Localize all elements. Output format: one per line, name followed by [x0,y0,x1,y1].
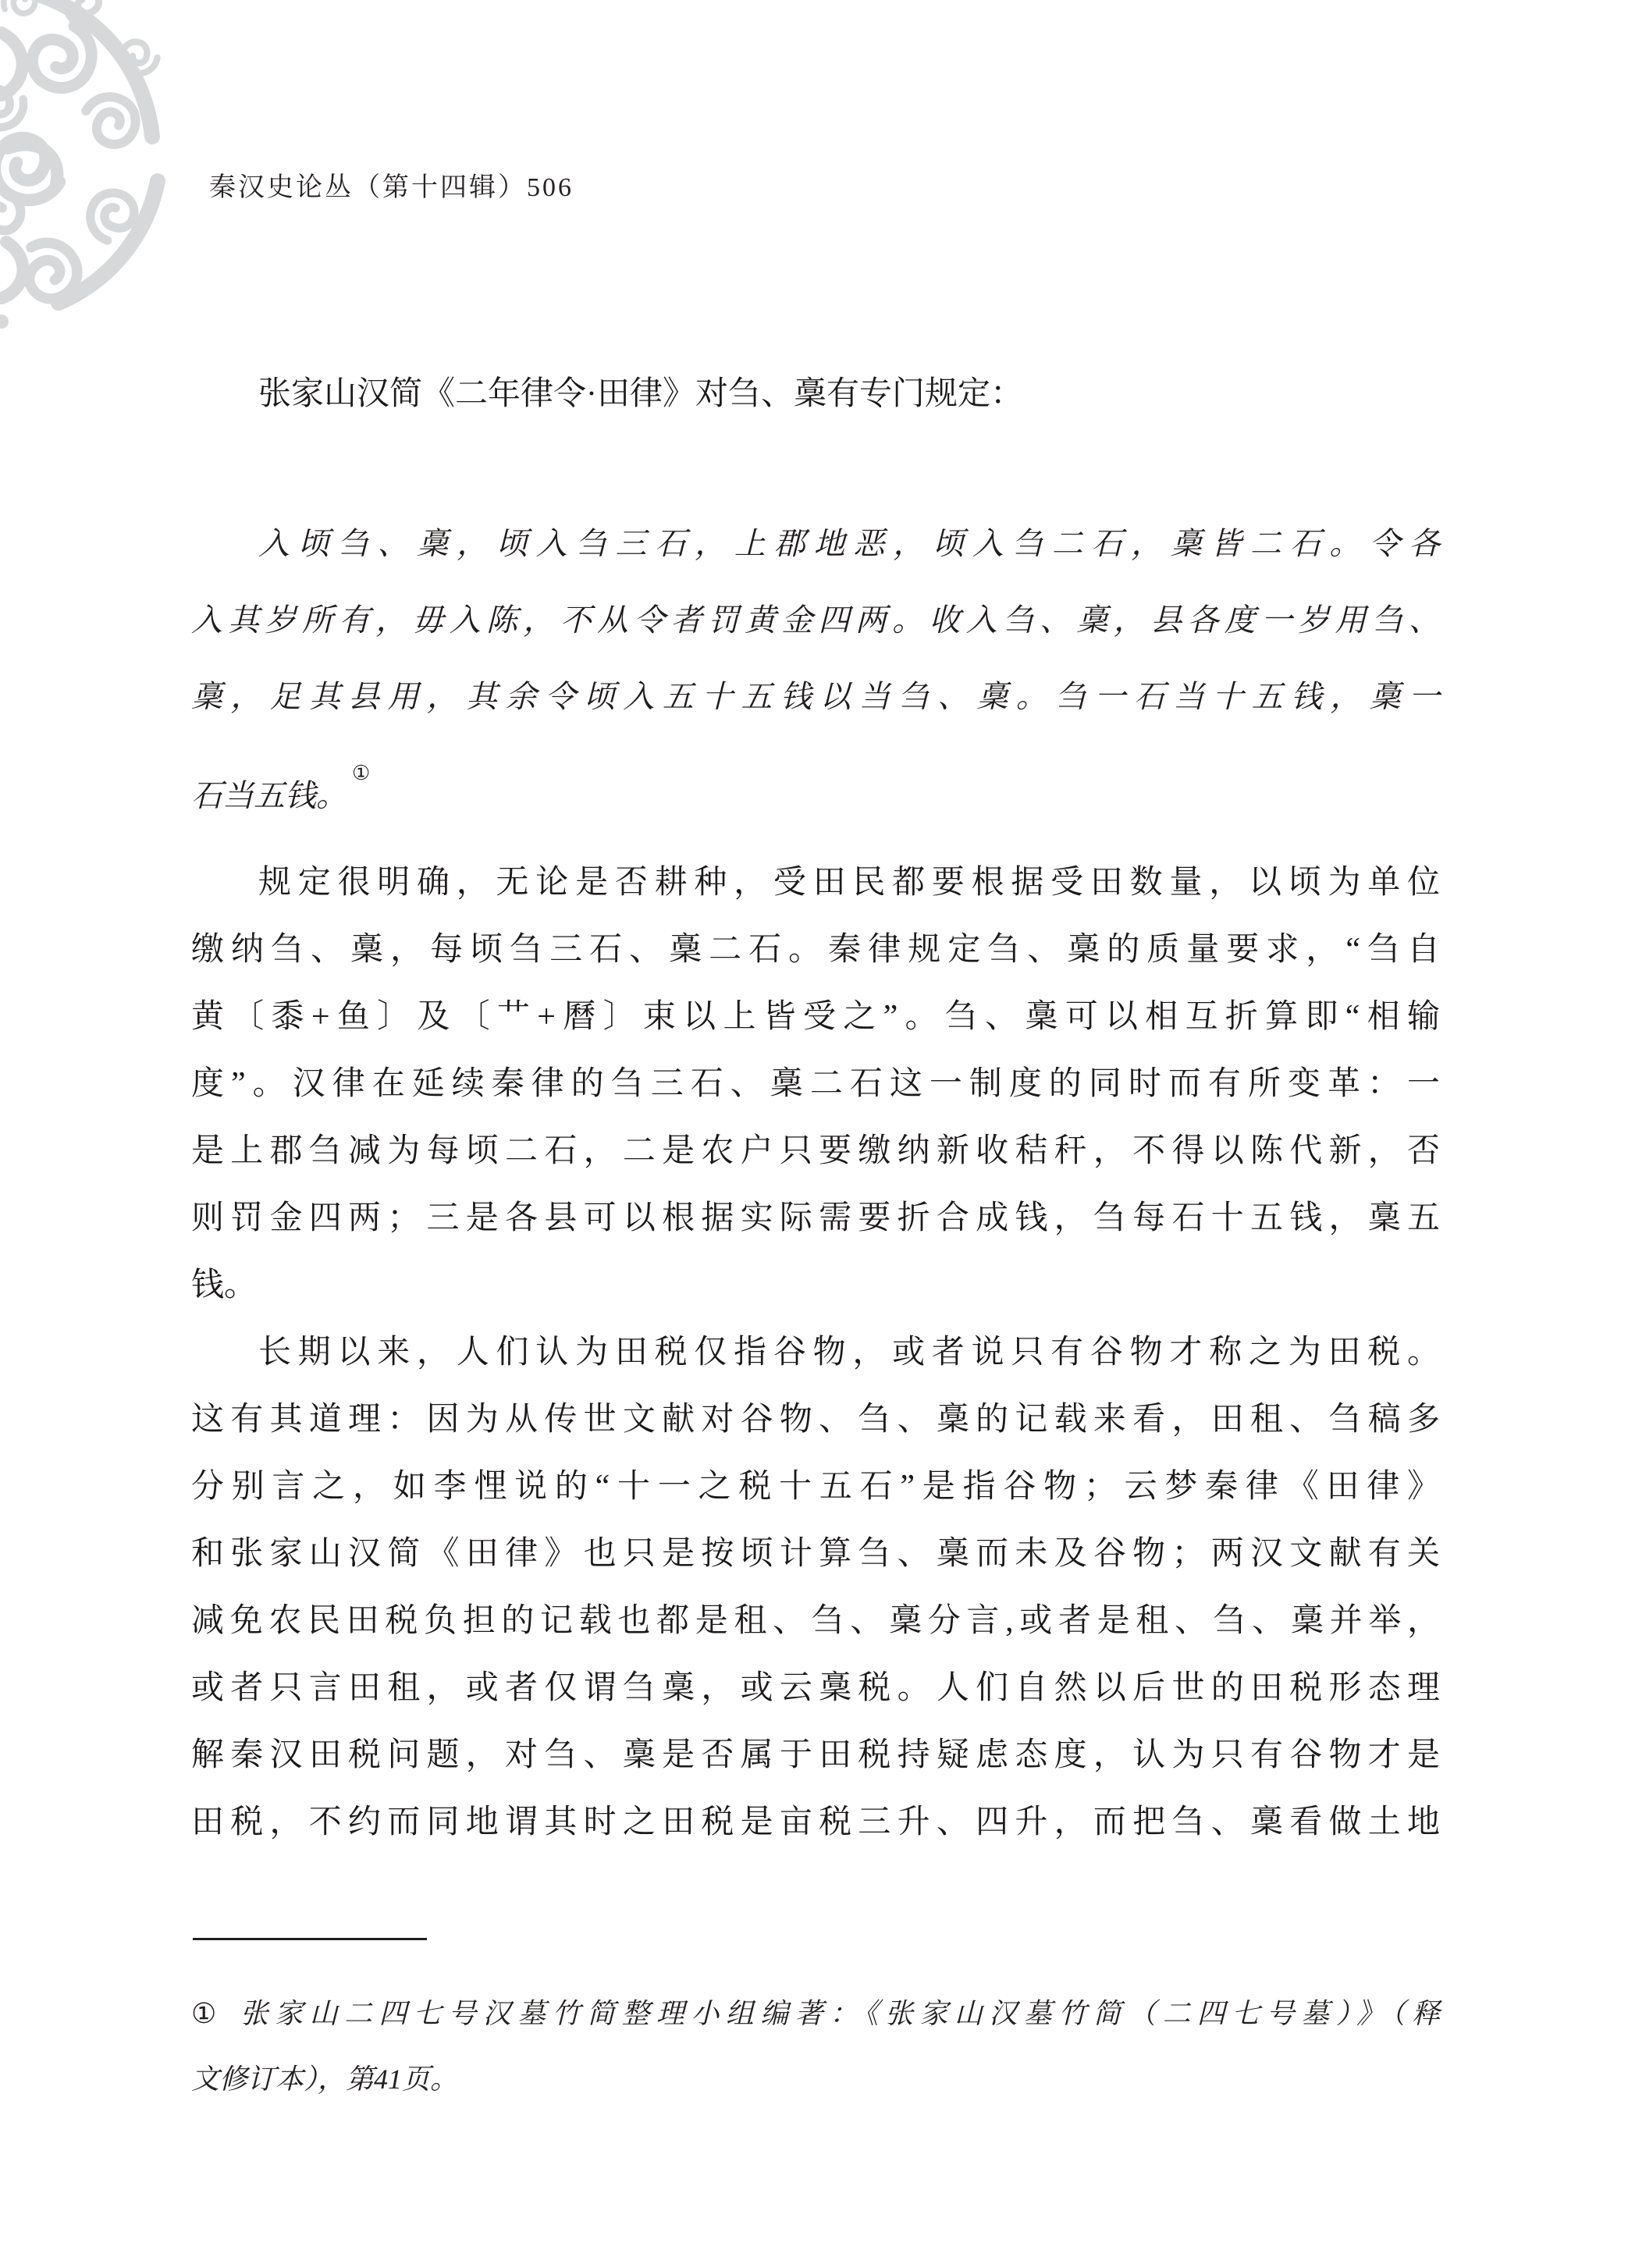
intro-paragraph: 张家山汉简《二年律令·田律》对刍、稾有专门规定： [258,376,1023,412]
footnote-area [191,1938,1440,2112]
quote-line: 石当五钱。① [191,762,371,813]
paragraph-3-line: 或者只言田租，或者仅谓刍稾，或云稾税。人们自然以后世的田税形态理 [191,1670,1440,1706]
paragraph-2-line: 是上郡刍减为每顷二石，二是农户只要缴纳新收秸秆，不得以陈代新，否 [191,1133,1440,1169]
paragraph-3-line: 和张家山汉简《田律》也只是按顷计算刍、稾而未及谷物；两汉文献有关 [191,1536,1440,1572]
paragraph-2-line: 度”。汉律在延续秦律的刍三石、稾二石这一制度的同时而有所变革：一 [191,1066,1440,1102]
paragraph-3-line: 这有其道理：因为从传世文献对谷物、刍、稾的记载来看，田租、刍稿多 [191,1402,1440,1438]
paragraph-3-line: 解秦汉田税问题，对刍、稾是否属于田税持疑虑态度，认为只有谷物才是 [191,1737,1440,1773]
quote-line: 入顷刍、稾，顷入刍三石，上郡地恶，顷入刍二石，稾皆二石。令各 [258,526,1440,561]
quote-line: 入其岁所有，毋入陈，不从令者罚黄金四两。收入刍、稾，县各度一岁用刍、 [191,603,1440,638]
block-quote [191,506,1440,834]
paragraph-2-line: 缴纳刍、稾，每顷刍三石、稾二石。秦律规定刍、稾的质量要求，“刍自 [191,932,1440,968]
footnote-divider [193,1938,427,1940]
paragraph-2-line: 则罚金四两；三是各县可以根据实际需要折合成钱，刍每石十五钱，稾五 [191,1200,1440,1236]
paragraph-2-line: 规定很明确，无论是否耕种，受田民都要根据受田数量，以顷为单位 [258,865,1440,901]
footnote-text: 张家山二四七号汉墓竹简整理小组编著：《张家山汉墓竹简（二四七号墓）》（释 [240,1998,1440,2029]
body-paragraphs [191,849,1440,1856]
paragraph-3-line: 减免农民田税负担的记载也都是租、刍、稾分言,或者是租、刍、稾并举， [191,1603,1440,1639]
cloud-scroll-watermark-icon [0,0,187,351]
paragraph-3-line: 田税，不约而同地谓其时之田税是亩税三升、四升，而把刍、稾看做土地 [191,1804,1440,1840]
running-header: 秦汉史论丛（第十四辑）506 [209,173,574,202]
quote-line: 稾，足其县用，其余令顷入五十五钱以当刍、稾。刍一石当十五钱，稾一 [191,679,1440,714]
paragraph-2-line: 黄〔黍+鱼〕及〔艹+曆〕束以上皆受之”。刍、稾可以相互折算即“相输 [191,999,1440,1035]
paragraph-3-line: 分别言之，如李悝说的“十一之税十五石”是指谷物；云梦秦律《田律》 [191,1469,1440,1505]
footnote-marker: ① [191,1998,223,2029]
footnote-line-2: 文修订本），第41页。 [191,2064,459,2095]
footnote-line-1 [191,1981,1440,2046]
footnote-ref-superscript: ① [352,762,371,784]
paragraph-3-line: 长期以来，人们认为田税仅指谷物，或者说只有谷物才称之为田税。 [258,1335,1440,1370]
paragraph-2-line: 钱。 [191,1267,258,1303]
